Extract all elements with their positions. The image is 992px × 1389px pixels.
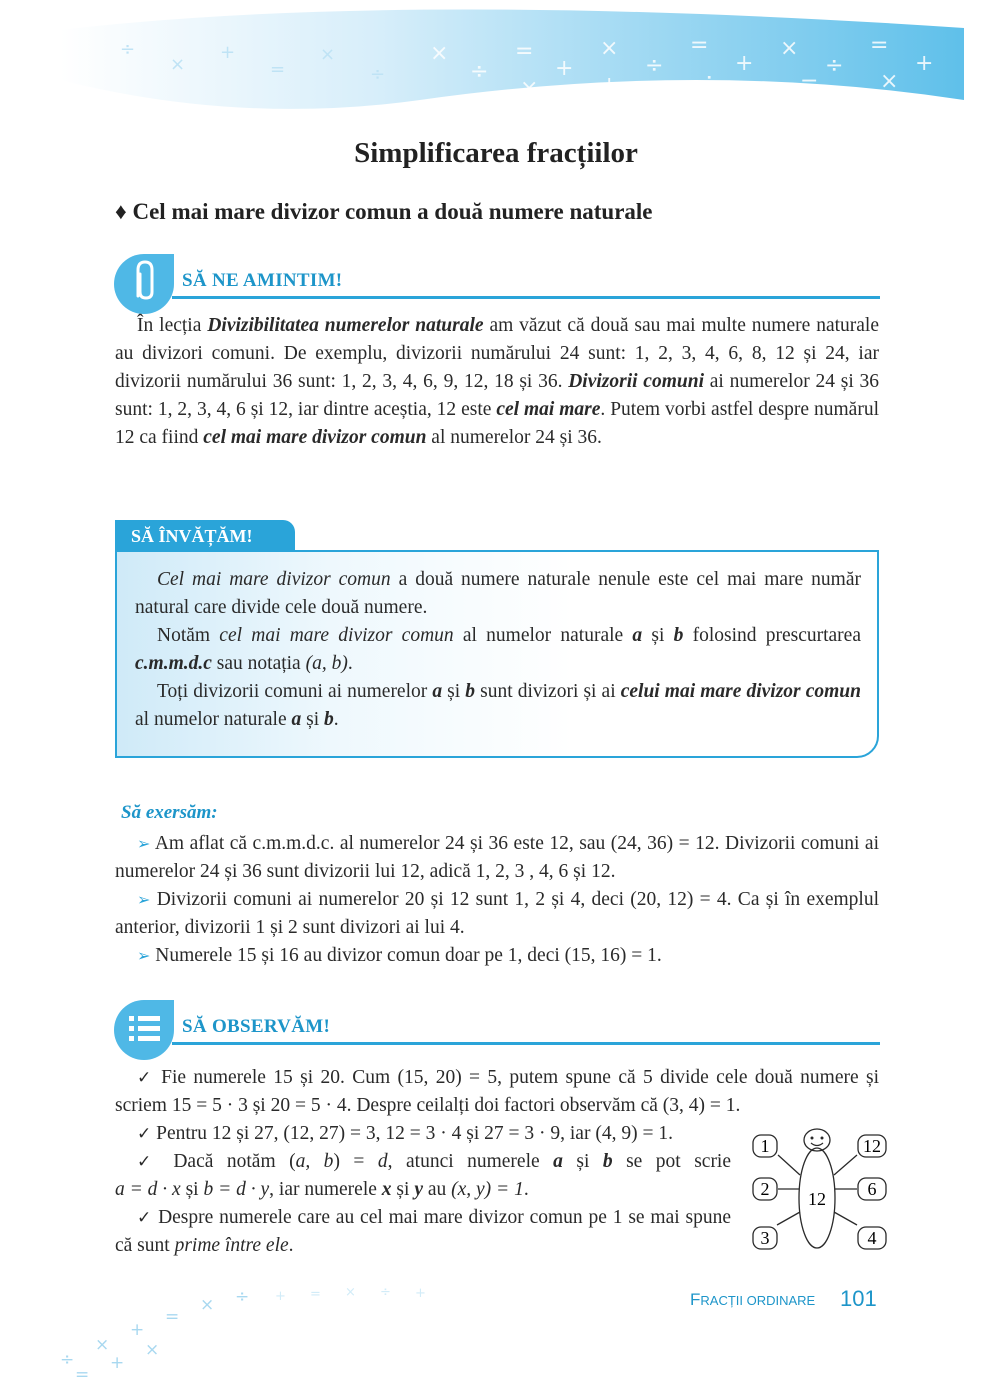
learn-notation: Notăm cel mai mare divizor comun al numelor naturale a și b folosind prescurtarea c.m.m.d.c sau notația (a, b). — [135, 625, 861, 674]
remember-rule — [172, 296, 880, 299]
svg-text:+: + — [735, 51, 754, 76]
svg-text:=: = — [270, 59, 286, 80]
svg-text:÷: ÷ — [470, 59, 489, 84]
exercise-label: Să exersăm: — [121, 802, 218, 823]
arrow-bullet-icon: ➢ — [137, 890, 151, 909]
svg-text:+: + — [110, 1353, 125, 1373]
exercise-item: ➢ Divizorii comuni ai numerelor 20 și 12 sunt 1, 2 și 4, deci (20, 12) = 4. Ca și în exemplul anterior, divizorii 1 și 2 sunt divizori ai lui 4. — [115, 889, 880, 938]
check-icon: ✓ — [137, 1152, 160, 1172]
observe-item: ✓ Dacă notăm (a, b) = d, atunci numerele a și b se pot scrie — [137, 1151, 732, 1172]
divisor-label: 12 — [863, 1136, 881, 1156]
divisor-label: 2 — [760, 1179, 770, 1199]
svg-text:+: + — [275, 1289, 286, 1304]
remember-paragraph — [115, 312, 879, 452]
svg-text:×: × — [170, 54, 186, 75]
svg-text:=: = — [800, 71, 819, 96]
svg-text:+: + — [415, 1286, 426, 1301]
arrow-bullet-icon: ➢ — [137, 834, 151, 853]
svg-text:=: = — [515, 39, 534, 64]
observe-item: ✓ Fie numerele 15 și 20. Cum (15, 20) = 5, putem spune că 5 divide cele două numere și scriem 15 = 5 · 3 și 20 = 5 · 4. Despre ceilalți doi factori observăm că (3, 4) = 1. — [115, 1067, 880, 1116]
paperclip-icon — [112, 252, 176, 316]
face-eye-right — [821, 1137, 824, 1140]
top-decorative-banner — [0, 0, 992, 130]
svg-text:×: × — [95, 1335, 110, 1355]
svg-text:+: + — [600, 73, 619, 98]
learn-property: Toți divizorii comuni ai numerelor a și b sunt divizori și ai celui mai mare divizor comun al numelor naturale a și b. — [135, 681, 861, 730]
list-icon — [112, 998, 176, 1062]
svg-text:÷: ÷ — [370, 64, 386, 85]
svg-text:×: × — [345, 1285, 356, 1300]
observe-list-side — [115, 1120, 731, 1260]
svg-text:+: + — [220, 42, 236, 63]
svg-text:×: × — [320, 44, 336, 65]
divisor-diagram — [745, 1125, 895, 1255]
svg-text:×: × — [430, 41, 449, 66]
observe-list-top — [115, 1064, 879, 1120]
svg-text:=: = — [870, 33, 889, 58]
check-icon: ✓ — [137, 1068, 154, 1088]
learn-definition: Cel mai mare divizor comun a două numere naturale nenule este cel mai mare număr natural care divide cele două numere. — [135, 569, 861, 618]
check-icon: ✓ — [137, 1124, 152, 1144]
check-icon: ✓ — [137, 1208, 153, 1228]
exercise-list — [115, 830, 879, 970]
observe-header — [112, 998, 880, 1062]
exercise-item: ➢ Am aflat că c.m.m.d.c. al numerelor 24 și 36 este 12, sau (24, 36) = 12. Divizorii comuni ai numerelor 24 și 36 sunt divizorii lui 12, adică 1, 2, 3 , 4, 6 și 12. — [115, 833, 879, 882]
divisor-label: 4 — [867, 1228, 877, 1248]
remember-text: În lecția Divizibilitatea numerelor naturale am văzut că două sau mai multe numere naturale au divizori comuni. De exemplu, divizorii numărului 24 sunt: 1, 2, 3, 4, 6, 8, 12 și 24, iar divizorii numărului 36 sunt: 1, 2, 3, 4, 6, 9, 12, 18 și 36. Divizorii comuni ai numerelor 24 și 36 sunt: 1, 2, 3, 4, 6 și 12, iar dintre aceștia, 12 este cel mai mare. Putem vorbi astfel despre numărul 12 ca fiind cel mai mare divizor comun al numerelor 24 și 36. — [115, 315, 879, 448]
observe-rule — [172, 1042, 880, 1045]
svg-text:÷: ÷ — [700, 69, 719, 94]
svg-text:+: + — [555, 56, 574, 81]
svg-text:×: × — [880, 69, 899, 94]
face-smile — [811, 1143, 823, 1146]
svg-text:×: × — [780, 36, 799, 61]
divisor-label: 1 — [760, 1136, 770, 1156]
svg-text:÷: ÷ — [380, 1285, 391, 1300]
section-subtitle: ♦ Cel mai mare divizor comun a două numere naturale — [115, 199, 653, 224]
svg-text:÷: ÷ — [645, 53, 664, 78]
diagram-center-label: 12 — [808, 1189, 826, 1209]
observe-formula-line: a = d · x și b = d · y, iar numerele x și y au (x, y) = 1. — [115, 1179, 529, 1200]
svg-text:=: = — [690, 33, 709, 58]
bottom-decorative-banner — [0, 1280, 520, 1389]
chapter-footer-label: FRACȚII ORDINARE — [690, 1290, 816, 1309]
svg-text:÷: ÷ — [120, 39, 136, 60]
svg-text:÷: ÷ — [825, 53, 844, 78]
svg-text:×: × — [200, 1295, 215, 1315]
svg-text:×: × — [600, 36, 619, 61]
page-number: 101 — [840, 1286, 877, 1311]
svg-text:+: + — [915, 51, 934, 76]
remember-label: SĂ NE AMINTIM! — [182, 270, 343, 291]
svg-text:=: = — [75, 1365, 90, 1385]
page-title: Simplificarea fracțiilor — [354, 137, 638, 169]
learn-label: SĂ ÎNVĂȚĂM! — [131, 526, 253, 546]
svg-text:×: × — [520, 76, 539, 101]
observe-item: ✓ Pentru 12 și 27, (12, 27) = 3, 12 = 3 · 4 și 27 = 3 · 9, iar (4, 9) = 1. — [137, 1123, 673, 1144]
svg-text:÷: ÷ — [235, 1287, 250, 1307]
arrow-bullet-icon: ➢ — [137, 946, 151, 965]
svg-text:÷: ÷ — [60, 1350, 75, 1370]
svg-text:×: × — [145, 1340, 160, 1360]
face-eye-left — [811, 1137, 814, 1140]
observe-item: ✓ Despre numerele care au cel mai mare divizor comun pe 1 se mai spune că sunt prime între ele. — [115, 1207, 732, 1256]
svg-text:=: = — [310, 1287, 321, 1302]
svg-text:=: = — [165, 1307, 180, 1327]
learn-tab — [115, 520, 295, 552]
learn-box — [115, 550, 879, 758]
svg-text:+: + — [130, 1320, 145, 1340]
observe-label: SĂ OBSERVĂM! — [182, 1016, 331, 1037]
exercise-item: ➢ Numerele 15 și 16 au divizor comun doar pe 1, deci (15, 16) = 1. — [137, 945, 662, 966]
divisor-label: 6 — [867, 1179, 877, 1199]
remember-header — [112, 252, 880, 316]
divisor-label: 3 — [760, 1228, 770, 1248]
